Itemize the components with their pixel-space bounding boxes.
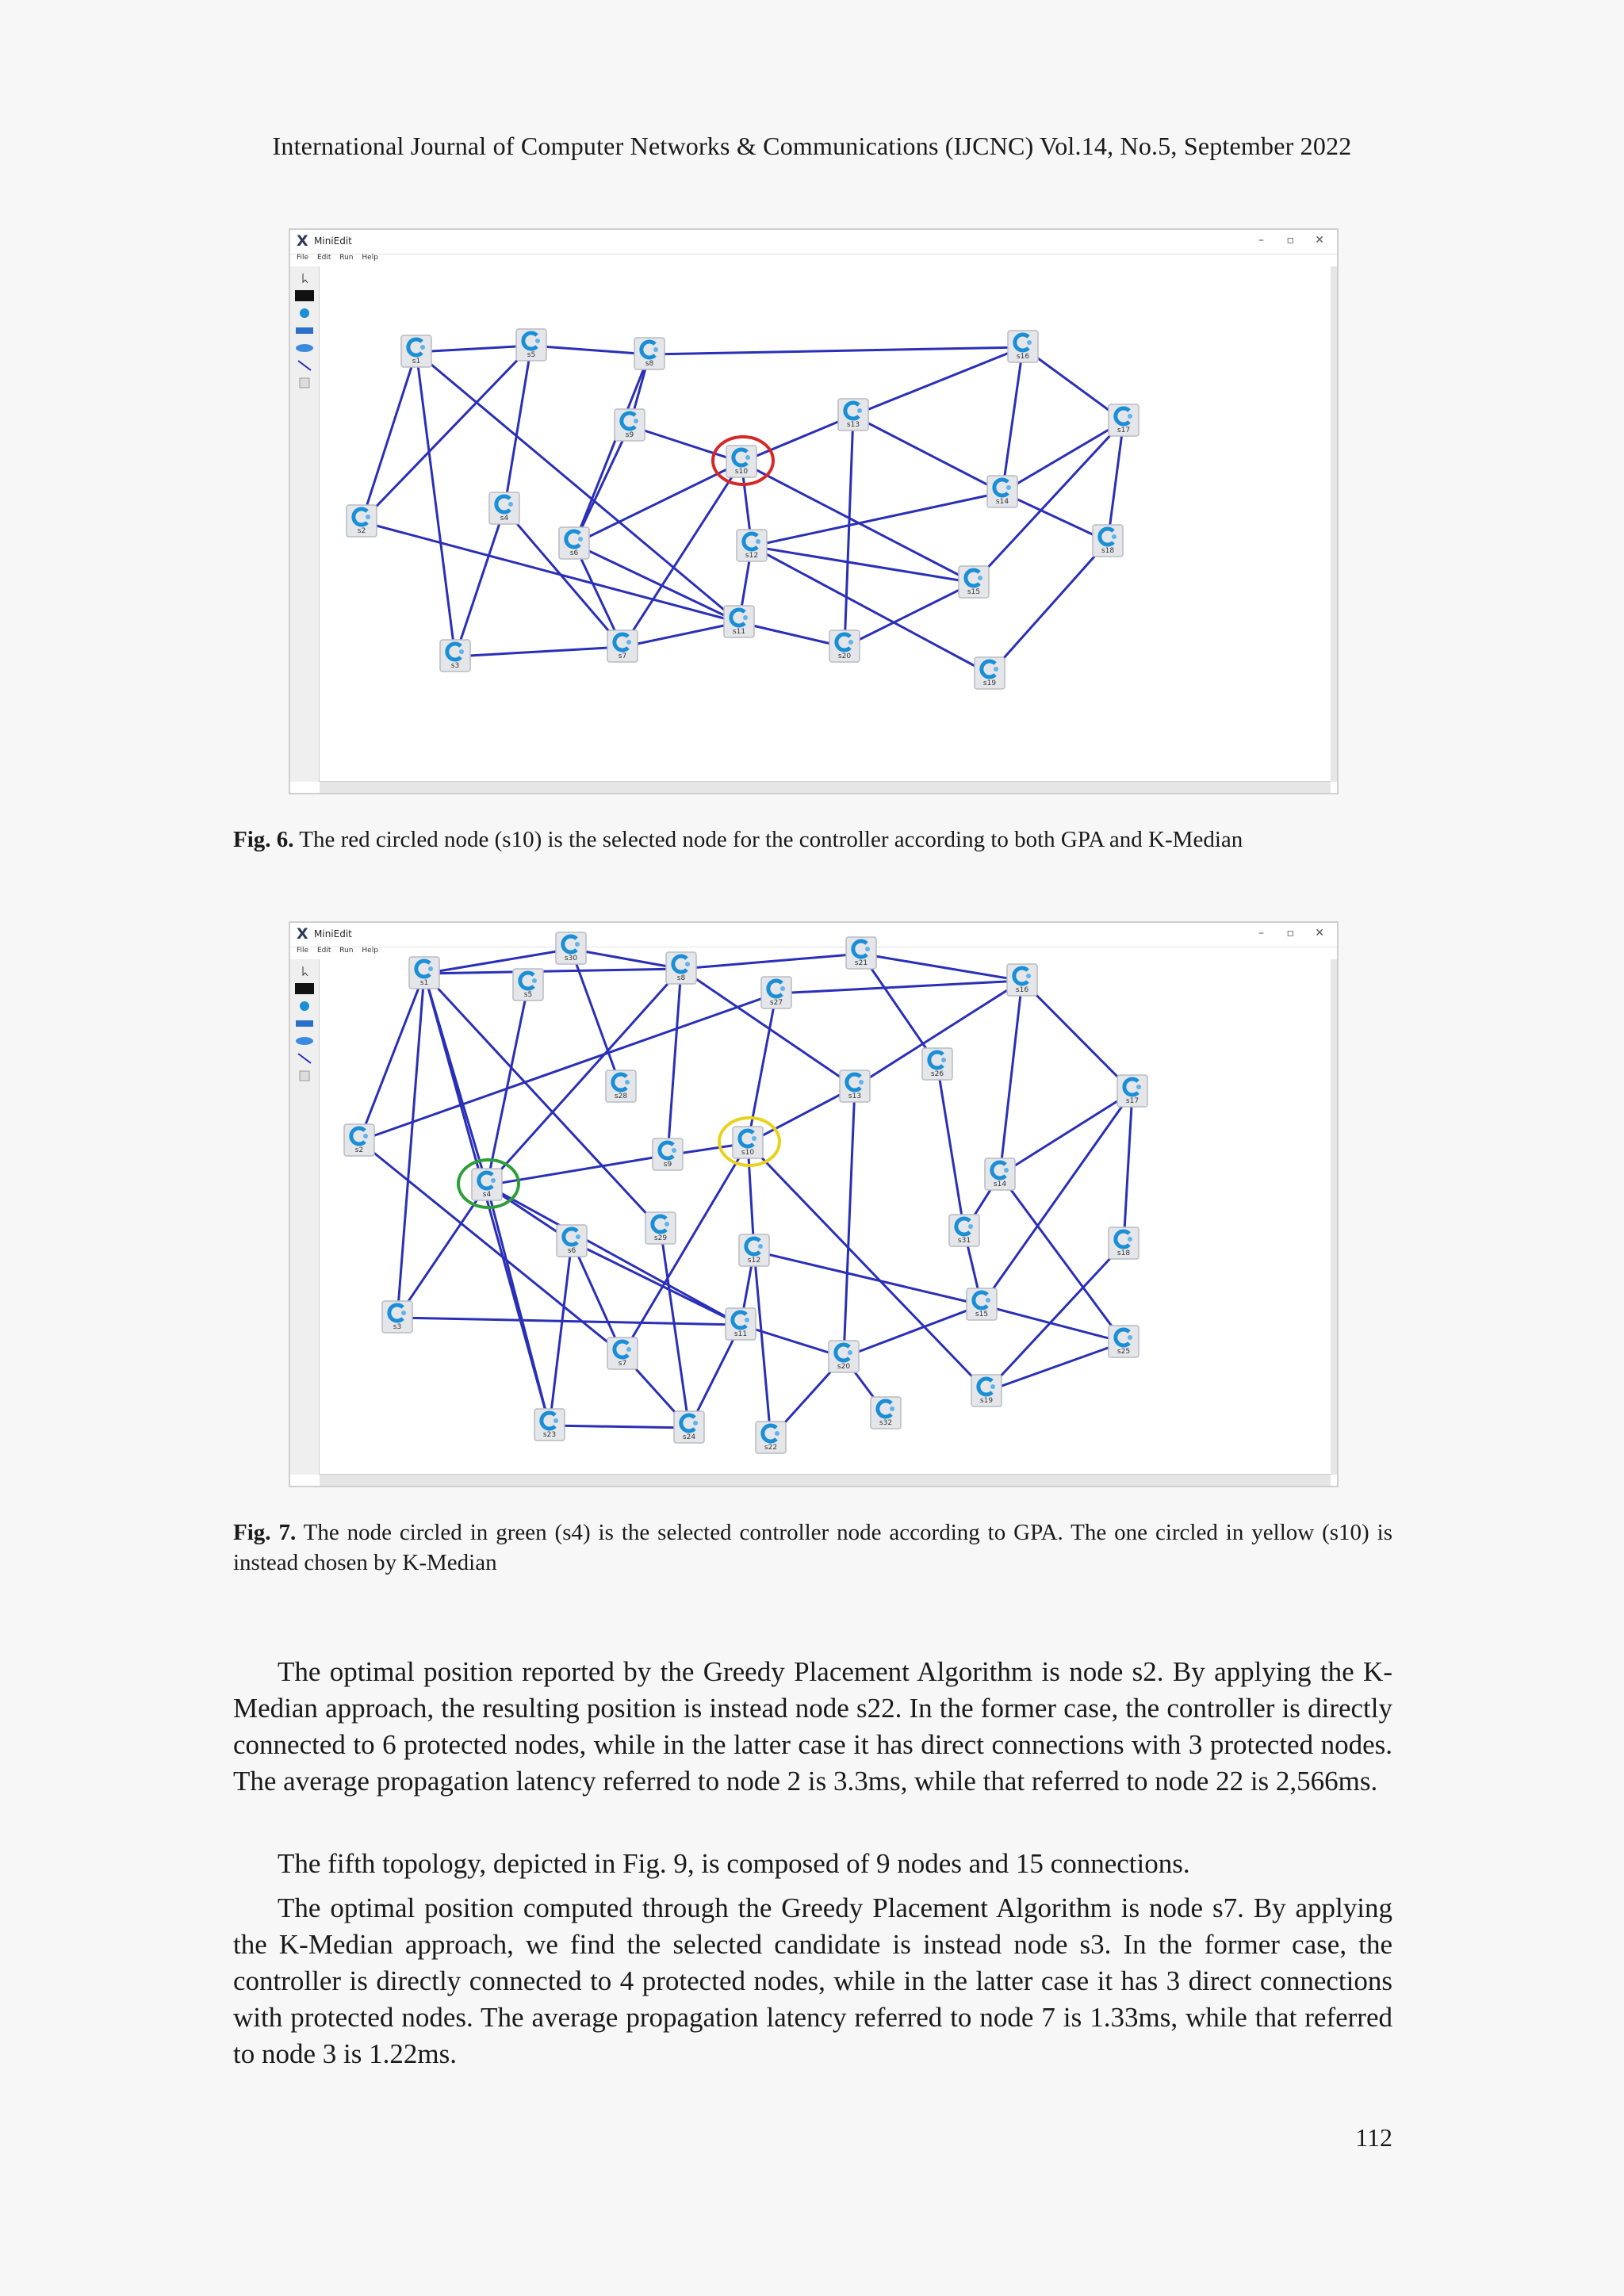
body-paragraph-1: The optimal position reported by the Greedy Placement Algorithm is node s2. By applying the K-Median approach, the resulting position is instead node s22. In the former case, the controller is directly connected to 6 protected nodes, while in the latter case it has direct connections with 3 protected nodes. The average propagation latency referred to node 2 is 3.3ms, while that referred to node 22 is 2,566ms. [233, 1656, 1392, 1797]
journal-header: International Journal of Computer Networks & Communications (IJCNC) Vol.14, No.5, September 2022 [272, 132, 1352, 160]
menu-edit[interactable]: Edit [316, 947, 331, 955]
switch-node-s8[interactable] [634, 338, 665, 369]
switch-label-s28: s28 [614, 1093, 628, 1100]
figure-6-caption-text: The red circled node (s10) is the selected node for the controller according to both GPA and K-Median [299, 827, 1243, 852]
switch-label-s18: s18 [1116, 1249, 1131, 1257]
switch-label-s32: s32 [879, 1419, 893, 1427]
switch-icon-dot [459, 649, 464, 654]
switch-node-s30[interactable] [556, 932, 586, 964]
switch-node-s24[interactable] [674, 1411, 704, 1443]
switch-icon-dot [1128, 1335, 1132, 1340]
figure-6-miniedit-window [289, 228, 1339, 794]
switch-icon-dot [986, 1298, 990, 1303]
window-titlebar [290, 230, 1337, 254]
vertical-scrollbar[interactable] [1331, 959, 1337, 1475]
switch-label-s31: s31 [957, 1237, 971, 1245]
topology-canvas[interactable] [320, 266, 1331, 782]
link-s12-s22 [754, 1251, 771, 1438]
window-titlebar [290, 923, 1337, 947]
switch-label-s11: s11 [733, 1330, 748, 1338]
switch-label-s25: s25 [1116, 1348, 1131, 1356]
topology-canvas[interactable] [320, 955, 1331, 1475]
switch-icon-dot [553, 1418, 558, 1423]
figure-6-caption [233, 825, 1392, 855]
switch-icon-dot [780, 986, 785, 991]
link-tool-icon[interactable] [295, 1053, 314, 1064]
switch-node-s7[interactable] [607, 1337, 638, 1369]
switch-icon-dot [756, 539, 760, 544]
switch-icon-dot [848, 640, 853, 645]
switch-icon-dot [865, 947, 870, 951]
link-s13-s14 [853, 415, 1002, 492]
link-s1-s8 [424, 969, 681, 974]
link-s16-s14 [1002, 347, 1023, 492]
switch-icon-dot [994, 667, 998, 672]
switch-node-s26[interactable] [922, 1048, 952, 1080]
switch-icon-dot [857, 408, 862, 413]
switch-label-s8: s8 [676, 974, 686, 982]
figure-7-miniedit-window [289, 921, 1339, 1487]
menu-run[interactable]: Run [339, 254, 354, 262]
switch-label-s3: s3 [393, 1323, 402, 1331]
switch-label-s30: s30 [564, 955, 578, 962]
switch-node-s16[interactable] [1007, 964, 1037, 996]
link-s9-s6 [574, 426, 630, 544]
switch-icon-dot [1006, 485, 1011, 490]
host-tool-icon[interactable] [295, 290, 314, 301]
close-icon[interactable]: ✕ [1315, 927, 1324, 939]
switch-node-s2[interactable] [344, 1124, 374, 1156]
switch-node-s2[interactable] [347, 505, 377, 537]
switch-node-s31[interactable] [949, 1215, 979, 1246]
switch-label-s17: s17 [1116, 427, 1131, 434]
switch-node-s4[interactable] [489, 492, 519, 524]
link-s1-s3 [397, 974, 424, 1318]
switch-icon-dot [653, 347, 658, 352]
switch-tool-icon[interactable] [295, 1001, 314, 1012]
switch-icon-dot [848, 1350, 852, 1355]
link-s1-s3 [416, 352, 455, 656]
switch-label-s19: s19 [979, 1397, 994, 1405]
switch-node-s11[interactable] [726, 1308, 756, 1340]
switch-node-s8[interactable] [666, 952, 696, 984]
switch-label-s10: s10 [734, 468, 749, 476]
switch-label-s14: s14 [995, 498, 1009, 506]
switch-label-s20: s20 [837, 652, 852, 660]
switch-label-s7: s7 [618, 652, 627, 660]
switch-node-s1[interactable] [409, 957, 439, 989]
switch-icon-dot [578, 537, 583, 541]
switch-label-s19: s19 [982, 679, 997, 687]
link-s18-s19 [986, 1244, 1124, 1391]
switch-label-s12: s12 [745, 552, 759, 560]
switch-label-s27: s27 [769, 999, 783, 1007]
switch-label-s26: s26 [930, 1070, 944, 1078]
link-s16-s17 [1022, 981, 1132, 1092]
switch-node-s11[interactable] [724, 606, 754, 637]
switch-node-s27[interactable] [761, 977, 791, 1008]
link-s4-s11 [487, 1185, 741, 1325]
switch-label-s12: s12 [747, 1257, 761, 1265]
switch-label-s2: s2 [354, 1146, 364, 1154]
link-s11-s7 [622, 622, 739, 647]
switch-label-s4: s4 [500, 515, 509, 522]
horizontal-scrollbar[interactable] [320, 781, 1331, 793]
host-tool-icon[interactable] [295, 983, 314, 994]
switch-icon-dot [420, 345, 425, 350]
switch-node-s16[interactable] [1008, 331, 1038, 362]
switch-node-s14[interactable] [985, 1158, 1015, 1190]
link-s11-s20 [739, 622, 845, 647]
switch-node-s32[interactable] [871, 1397, 901, 1429]
switch-label-s13: s13 [848, 1093, 862, 1100]
menu-file[interactable]: File [297, 254, 309, 262]
link-s17-s18 [1124, 1092, 1132, 1244]
switch-node-s10[interactable] [733, 1127, 763, 1158]
switch-label-s11: s11 [732, 628, 746, 636]
legacy-switch-tool-icon[interactable] [295, 1018, 314, 1029]
switch-node-s15[interactable] [959, 566, 989, 598]
switch-label-s20: s20 [837, 1363, 851, 1371]
window-title: MiniEdit [314, 928, 352, 939]
topology-graph-fig7 [320, 955, 1331, 1473]
switch-icon-dot [366, 515, 370, 519]
switch-icon-dot [626, 640, 631, 645]
switch-icon-dot [752, 1136, 756, 1141]
router-tool-icon[interactable] [295, 1035, 314, 1047]
switch-icon-dot [1026, 974, 1031, 978]
switch-node-s9[interactable] [615, 409, 645, 441]
switch-node-s15[interactable] [967, 1288, 997, 1320]
switch-label-s2: s2 [357, 527, 366, 535]
switch-icon-dot [428, 966, 433, 971]
switch-label-s4: s4 [482, 1191, 492, 1199]
switch-node-s19[interactable] [975, 657, 1005, 689]
link-s1-s5 [416, 346, 531, 352]
switch-tool-icon[interactable] [295, 308, 314, 319]
link-s17-s18 [1108, 421, 1124, 541]
link-s4-s3 [455, 509, 504, 656]
tool-palette [290, 959, 320, 1475]
switch-label-s18: s18 [1101, 547, 1115, 555]
switch-label-s17: s17 [1125, 1097, 1139, 1105]
switch-node-s19[interactable] [971, 1375, 1002, 1406]
switch-icon-dot [758, 1244, 763, 1249]
link-s13-s10 [748, 1087, 855, 1143]
switch-icon-dot [401, 1311, 406, 1315]
link-s9-s10 [630, 426, 741, 462]
link-s16-s14 [1000, 981, 1022, 1175]
switch-node-s18[interactable] [1093, 525, 1123, 557]
link-s15-s25 [982, 1305, 1124, 1342]
select-tool-icon[interactable] [295, 966, 314, 977]
switch-node-s10[interactable] [726, 446, 756, 477]
close-icon[interactable]: ✕ [1315, 234, 1324, 247]
switch-node-s12[interactable] [737, 530, 767, 561]
link-s1-s2 [359, 974, 424, 1141]
switch-icon-dot [1128, 414, 1132, 419]
switch-label-s8: s8 [645, 360, 654, 368]
switch-label-s5: s5 [527, 351, 536, 359]
menu-help[interactable]: Help [362, 254, 378, 262]
switch-node-s7[interactable] [607, 630, 638, 662]
switch-label-s15: s15 [975, 1311, 989, 1318]
link-s27-s16 [776, 981, 1022, 993]
switch-label-s6: s6 [567, 1247, 576, 1255]
switch-icon-dot [625, 1080, 630, 1085]
switch-icon-dot [941, 1058, 946, 1062]
switch-icon-dot [685, 962, 690, 966]
switch-label-s9: s9 [663, 1161, 672, 1169]
link-s15-s20 [845, 583, 974, 647]
link-tool-icon[interactable] [295, 360, 314, 371]
maximize-icon[interactable]: ▫ [1286, 234, 1294, 247]
link-s8-s16 [649, 347, 1023, 354]
switch-node-s17[interactable] [1117, 1075, 1147, 1107]
menu-help[interactable]: Help [362, 947, 378, 955]
switch-node-s17[interactable] [1109, 404, 1139, 436]
link-s15-s20 [844, 1305, 982, 1357]
controller-tool-icon[interactable] [295, 377, 314, 388]
miniedit-logo-icon: X [297, 232, 308, 250]
figure-7-caption-text: The node circled in green (s4) is the selected controller node according to GPA. The one circled in yellow (s10) is instead chosen by K-Median [233, 1520, 1392, 1575]
topology-graph-fig6 [320, 266, 1331, 780]
select-tool-icon[interactable] [295, 273, 314, 284]
switch-icon-dot [1112, 534, 1116, 539]
switch-label-s21: s21 [854, 959, 868, 967]
menu-file[interactable]: File [297, 947, 309, 955]
switch-node-s12[interactable] [739, 1234, 769, 1266]
switch-icon-dot [634, 419, 638, 423]
switch-node-s6[interactable] [557, 1225, 587, 1257]
controller-tool-icon[interactable] [295, 1070, 314, 1081]
menu-run[interactable]: Run [339, 947, 354, 955]
link-s13-s20 [845, 415, 853, 647]
switch-icon-dot [576, 1234, 580, 1239]
link-s5-s8 [531, 346, 649, 354]
link-s26-s31 [937, 1065, 964, 1231]
link-s5-s4 [487, 985, 528, 1185]
link-s1-s2 [362, 352, 416, 522]
link-s29-s24 [661, 1229, 689, 1428]
minimize-icon[interactable]: – [1258, 234, 1264, 247]
switch-label-s24: s24 [682, 1433, 696, 1441]
switch-icon-dot [535, 339, 540, 343]
link-s8-s9 [668, 969, 681, 1155]
switch-node-s4[interactable] [472, 1169, 502, 1200]
figure-6-label: Fig. 6. [233, 827, 294, 852]
switch-icon-dot [672, 1148, 676, 1153]
switch-icon-dot [890, 1406, 894, 1411]
switch-label-s16: s16 [1016, 353, 1030, 361]
switch-icon-dot [775, 1431, 779, 1436]
link-s17-s15 [982, 1092, 1132, 1305]
figure-7-caption [233, 1517, 1392, 1578]
minimize-icon[interactable]: – [1258, 927, 1264, 939]
legacy-switch-tool-icon[interactable] [295, 325, 314, 336]
switch-node-s21[interactable] [846, 937, 876, 969]
switch-icon-dot [491, 1178, 496, 1183]
switch-label-s5: s5 [523, 991, 533, 999]
switch-icon-dot [575, 942, 580, 947]
miniedit-logo-icon: X [297, 925, 308, 943]
link-s6-s23 [550, 1242, 572, 1425]
maximize-icon[interactable]: ▫ [1286, 927, 1294, 939]
switch-icon-dot [990, 1384, 995, 1389]
switch-node-s23[interactable] [534, 1409, 565, 1441]
switch-icon-dot [745, 455, 750, 460]
switch-node-s1[interactable] [401, 335, 431, 367]
link-s6-s11 [574, 544, 739, 622]
switch-label-s3: s3 [450, 662, 460, 670]
switch-icon-dot [693, 1421, 698, 1425]
switch-node-s18[interactable] [1109, 1227, 1139, 1259]
menu-edit[interactable]: Edit [316, 254, 331, 262]
switch-node-s20[interactable] [829, 630, 860, 662]
link-s3-s7 [455, 647, 622, 656]
link-s14-s17 [1000, 1092, 1132, 1175]
link-s14-s25 [1000, 1175, 1124, 1342]
link-s3-s11 [397, 1318, 741, 1325]
switch-label-s13: s13 [846, 421, 860, 429]
switch-node-s13[interactable] [840, 1070, 870, 1102]
link-s14-s12 [752, 492, 1002, 546]
switch-label-s15: s15 [967, 588, 981, 596]
switch-label-s6: s6 [569, 549, 579, 557]
switch-node-s29[interactable] [645, 1212, 676, 1244]
link-s18-s19 [990, 541, 1108, 674]
switch-icon-dot [1128, 1237, 1132, 1242]
switch-node-s5[interactable] [513, 969, 543, 1001]
switch-label-s29: s29 [653, 1234, 668, 1242]
link-s13-s16 [853, 347, 1023, 415]
switch-icon-dot [978, 576, 982, 580]
switch-label-s10: s10 [741, 1149, 755, 1157]
menu-bar [290, 254, 1337, 266]
switch-node-s28[interactable] [606, 1070, 636, 1102]
switch-node-s22[interactable] [756, 1422, 786, 1453]
switch-icon-dot [968, 1224, 973, 1229]
switch-label-s9: s9 [625, 431, 634, 439]
horizontal-scrollbar[interactable] [320, 1474, 1331, 1486]
switch-node-s25[interactable] [1109, 1326, 1139, 1357]
switch-icon-dot [363, 1134, 368, 1138]
switch-label-s22: s22 [764, 1444, 778, 1452]
switch-icon-dot [859, 1080, 864, 1085]
switch-icon-dot [1027, 340, 1032, 345]
link-s23-s24 [550, 1425, 689, 1428]
window-title: MiniEdit [314, 235, 352, 247]
link-s6-s11 [572, 1242, 741, 1325]
tool-palette [290, 266, 320, 782]
switch-node-s3[interactable] [440, 640, 470, 672]
link-s19-s25 [986, 1342, 1124, 1391]
switch-label-s14: s14 [993, 1181, 1007, 1188]
page-number: 112 [1355, 2123, 1392, 2152]
body-paragraph-2: The fifth topology, depicted in Fig. 9, is composed of 9 nodes and 15 connections. [278, 1848, 1190, 1879]
switch-node-s9[interactable] [653, 1138, 683, 1170]
body-paragraph-3: The optimal position computed through the Greedy Placement Algorithm is node s7. By applying the K-Median approach, we find the selected candidate is instead node s3. In the former case, the controller is directly connected to 4 protected nodes, while in the latter case it has 3 direct connections with protected nodes. The average propagation latency referred to node 7 is 1.33ms, while that referred to node 3 is 1.22ms. [233, 1892, 1392, 2069]
switch-node-s20[interactable] [829, 1341, 859, 1372]
switch-label-s7: s7 [618, 1360, 627, 1368]
vertical-scrollbar[interactable] [1331, 266, 1337, 782]
switch-node-s3[interactable] [382, 1301, 412, 1333]
router-tool-icon[interactable] [295, 342, 314, 354]
switch-node-s6[interactable] [559, 527, 589, 559]
switch-icon-dot [508, 502, 513, 507]
switch-icon-dot [743, 615, 748, 620]
switch-label-s23: s23 [542, 1431, 557, 1439]
link-s12-s15 [754, 1251, 982, 1305]
switch-label-s1: s1 [412, 358, 421, 365]
switch-icon-dot [532, 978, 537, 983]
figure-7-label: Fig. 7. [233, 1520, 297, 1545]
link-s10-s19 [748, 1143, 989, 1391]
switch-label-s1: s1 [419, 979, 429, 987]
switch-node-s13[interactable] [838, 399, 868, 430]
switch-icon-dot [626, 1347, 631, 1352]
switch-icon-dot [1004, 1168, 1009, 1173]
switch-icon-dot [1136, 1085, 1141, 1089]
switch-node-s5[interactable] [516, 329, 546, 361]
link-s14-s17 [1002, 421, 1124, 492]
switch-node-s14[interactable] [987, 476, 1017, 507]
switch-label-s16: s16 [1015, 986, 1029, 994]
switch-icon-dot [745, 1318, 749, 1322]
switch-icon-dot [665, 1222, 669, 1226]
link-s2-s11 [362, 522, 739, 622]
link-s13-s20 [844, 1087, 855, 1357]
